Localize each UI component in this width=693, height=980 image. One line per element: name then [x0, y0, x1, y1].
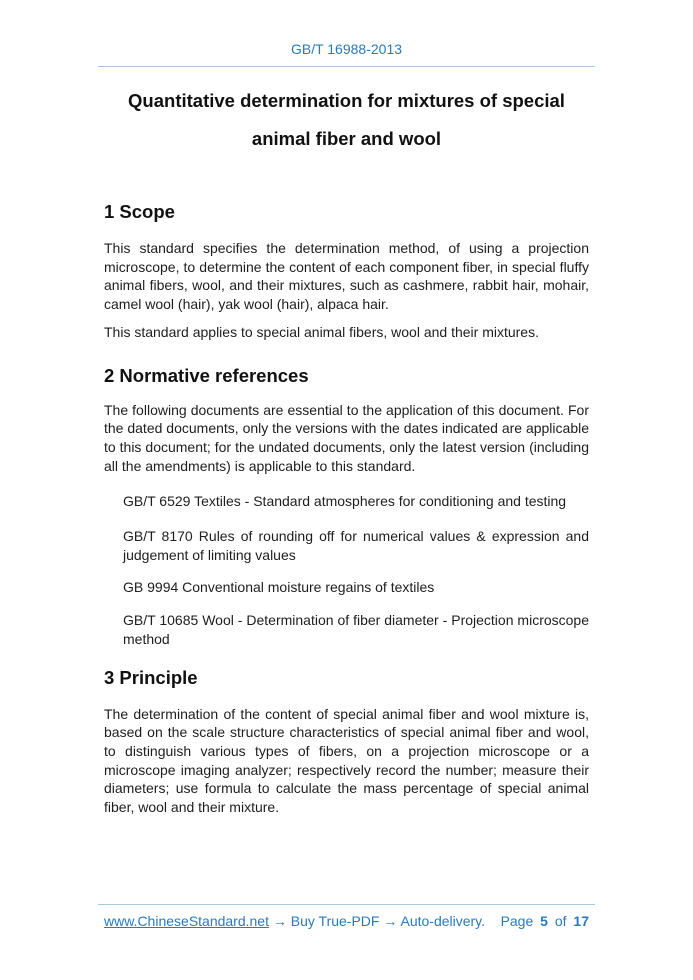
footer-tagline: [104, 913, 485, 929]
section-heading-scope: 1 Scope: [104, 201, 175, 222]
of-label: of: [554, 913, 567, 929]
page-current-number: 5: [540, 913, 548, 929]
document-title-line2: animal fiber and wool: [251, 128, 442, 149]
paragraph-scope-2: This standard applies to special animal fibers, wool and their mixtures.: [104, 323, 539, 340]
section-heading-normative-references: 2 Normative references: [104, 364, 309, 386]
document-title: [104, 82, 589, 158]
reference-item: GB/T 10685 Wool - Determination of fiber diameter - Projection microscope method: [123, 612, 589, 647]
page-indicator: [501, 913, 589, 929]
page-label: Page: [500, 913, 534, 929]
document-title-line1: Quantitative determination for mixtures of special: [128, 90, 565, 111]
reference-item: GB 9994 Conventional moisture regains of textiles: [123, 579, 435, 596]
paragraph-scope-1: This standard specifies the determination method, of using a projection microscope, to determine the content of each component fiber, in special fluffy animal fibers, wool, and their mixtures, such as cashmere, rabbit hair, mohair, camel wool (hair), yak wool (hair), alpaca hair.: [104, 240, 589, 313]
reference-item: GB/T 6529 Textiles - Standard atmospheres for conditioning and testing: [123, 493, 567, 510]
reference-item: GB/T 8170 Rules of rounding off for numerical values & expression and judgement of limiting values: [123, 528, 589, 563]
page-header: [98, 0, 595, 67]
section-heading-principle: 3 Principle: [104, 666, 198, 688]
page-total-number: 17: [573, 913, 589, 929]
paragraph-normative-references: The following documents are essential to the application of this document. For the dated documents, only the versions with the dates indicated are applicable to this document; for the undated documents, only the latest version (including all the amendments) is applicable to this standard.: [104, 401, 589, 474]
header-doc-number: GB/T 16988-2013: [290, 41, 403, 57]
footer-link[interactable]: www.ChineseStandard.net: [104, 913, 269, 929]
document-body: [104, 66, 589, 817]
footer-tagline-rest: → Buy True-PDF → Auto-delivery.: [269, 913, 486, 929]
paragraph-principle: The determination of the content of special animal fiber and wool mixture is, based on the scale structure characteristics of special animal fiber and wool, to distinguish various types of fibers, on a projection microscope or a microscope imaging analyzer; respectively record the number; measure their diameters; use formula to calculate the mass percentage of special animal fiber, wool and their mixture.: [104, 705, 589, 816]
page-footer: [98, 904, 595, 929]
